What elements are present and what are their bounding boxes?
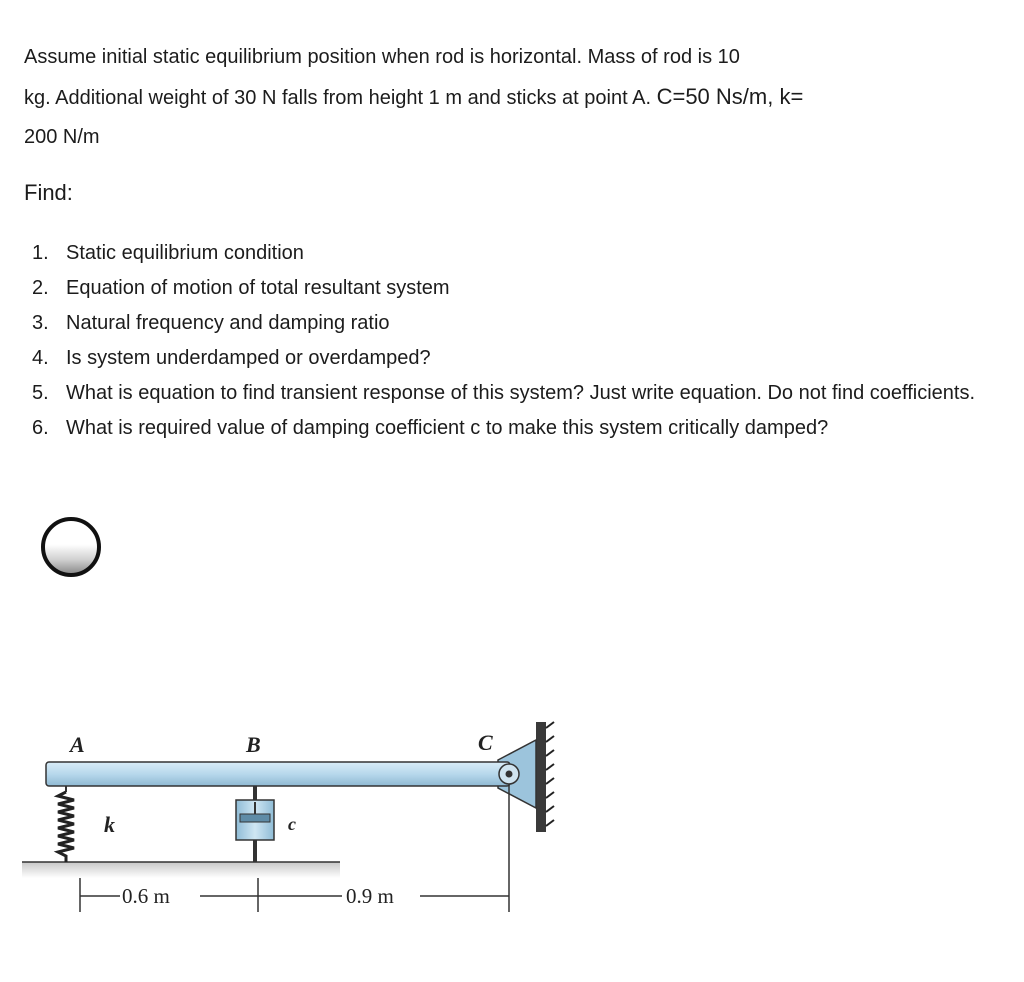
spring (58, 792, 74, 862)
point-b-label: B (246, 732, 261, 757)
pin-c-center (506, 771, 513, 778)
list-item (32, 341, 982, 376)
spring-k-label: k (104, 812, 115, 837)
point-c-label: C (478, 730, 493, 755)
list-item (32, 236, 982, 271)
radio-button[interactable] (41, 517, 101, 577)
list-item-number: 2. (32, 277, 49, 299)
list-item-number: 3. (32, 312, 49, 334)
rod (46, 762, 510, 786)
list-item-text: What is equation to find transient response of this system? Just write equation. Do not find coefficients. (66, 382, 976, 404)
list-item-number: 1. (32, 242, 49, 264)
list-item (32, 306, 982, 341)
list-item-text: Natural frequency and damping ratio (66, 312, 390, 334)
damper-c-label: c (288, 814, 296, 834)
wall-support (536, 722, 546, 832)
list-item-number: 4. (32, 347, 49, 369)
list-item (32, 376, 982, 411)
problem-line-2-part-2: C=50 Ns/m, k= (656, 84, 804, 109)
problem-statement (24, 38, 984, 157)
list-item-text: Equation of motion of total resultant system (66, 277, 450, 299)
list-item-number: 5. (32, 382, 49, 404)
task-list (32, 236, 982, 446)
list-item-number: 6. (32, 417, 49, 439)
rod-system-diagram (0, 700, 620, 940)
wall-hatch (546, 722, 554, 826)
dim-0-6m-label: 0.6 m (122, 884, 170, 908)
dim-0-9m-label: 0.9 m (346, 884, 394, 908)
problem-line-1: Assume initial static equilibrium position when rod is horizontal. Mass of rod is 10 (24, 46, 740, 68)
list-item (32, 411, 982, 446)
list-item-text: Static equilibrium condition (66, 242, 304, 264)
problem-line-3: 200 N/m (24, 126, 100, 148)
problem-line-2 (24, 77, 984, 118)
damper-piston (240, 814, 270, 822)
list-item-text: Is system underdamped or overdamped? (66, 347, 431, 369)
list-item-text: What is required value of damping coefficient c to make this system critically damped? (66, 417, 829, 439)
problem-line-2-part-1: kg. Additional weight of 30 N falls from height 1 m and sticks at point A. (24, 87, 652, 109)
list-item (32, 271, 982, 306)
ground-shade (22, 862, 340, 878)
find-heading: Find: (24, 180, 73, 205)
point-a-label: A (70, 732, 85, 757)
